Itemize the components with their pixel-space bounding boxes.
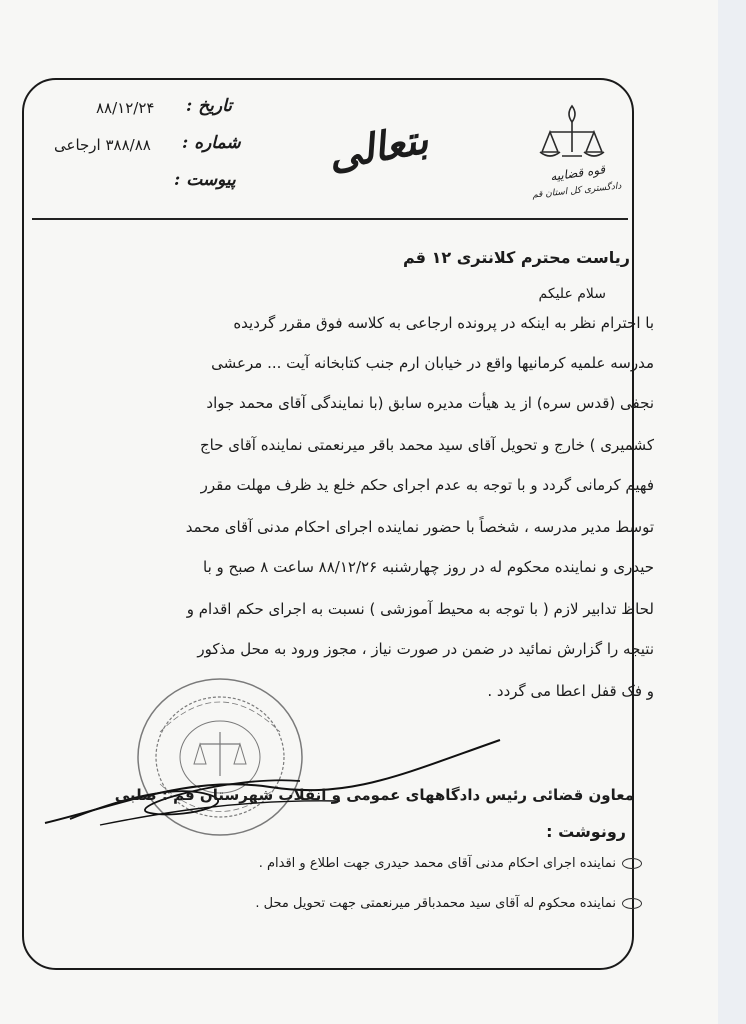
signatory-title: معاون قضائی رئیس دادگاههای عمومی و انقلاب شهرستان قم : صلبی [114, 786, 634, 804]
number-label: شماره : [182, 133, 241, 153]
body-line-5: فهیم کرمانی گردد و با توجه به عدم اجرای حکم خلع ید ظرف مهلت مقرر [200, 476, 654, 494]
body-line-7: حیدری و نماینده محکوم له در روز چهارشنبه ۸۸/۱۲/۲۶ ساعت ۸ صبح و با [203, 558, 654, 576]
org-subtitle: دادگستری کل استان قم [531, 181, 622, 201]
addressee: ریاست محترم کلانتری ۱۲ قم [403, 248, 630, 267]
body-line-2: مدرسه علمیه کرمانیها واقع در خیابان ارم جنب کتابخانه آیت ... مرعشی [211, 354, 654, 372]
body-line-1: با احترام نظر به اینکه در پرونده ارجاعی به کلاسه فوق مقرر گردیده [233, 314, 654, 332]
body-line-10: و فک قفل اعطا می گردد . [487, 682, 654, 700]
copy-item-2 [255, 896, 642, 911]
signature-scribble [40, 735, 510, 835]
date-value: ۸۸/۱۲/۲۴ [96, 99, 155, 117]
number-value: ۳۸۸/۸۸ ارجاعی [54, 136, 151, 154]
copy-item-2-text: نماینده محکوم له آقای سید محمدباقر میرنعمتی جهت تحویل محل . [255, 896, 616, 911]
scan-edge [718, 0, 746, 1024]
greeting: سلام علیکم [538, 286, 606, 302]
bullet-icon [622, 898, 642, 909]
body-line-3: نجفی (قدس سره) از ید هیأت مدیره سابق (با نمایندگی آقای محمد جواد [206, 394, 654, 412]
body-line-4: کشمیری ) خارج و تحویل آقای سید محمد باقر میرنعمتی نماینده آقای حاج [199, 436, 654, 454]
header-divider [32, 218, 628, 220]
copy-item-1-text: نماینده اجرای احکام مدنی آقای محمد حیدری جهت اطلاع و اقدام . [258, 856, 616, 871]
attachment-label: پیوست : [174, 170, 236, 190]
body-line-6: توسط مدیر مدرسه ، شخصاً با حضور نماینده اجرای احکام مدنی آقای محمد [185, 518, 654, 536]
bismillah-calligraphy: بتعالی [324, 115, 432, 180]
date-label: تاریخ : [186, 96, 233, 116]
bullet-icon [622, 858, 642, 869]
body-line-9: نتیجه را گزارش نمائید در ضمن در صورت نیاز ، مجوز ورود به محل مذکور [197, 640, 654, 658]
copies-heading: رونوشت : [546, 822, 626, 841]
body-line-8: لحاظ تدابیر لازم ( با توجه به محیط آموزشی ) نسبت به اجرای حکم اقدام و [186, 600, 654, 618]
copy-item-1 [259, 856, 642, 871]
org-name: قوه قضاییه [549, 162, 606, 184]
